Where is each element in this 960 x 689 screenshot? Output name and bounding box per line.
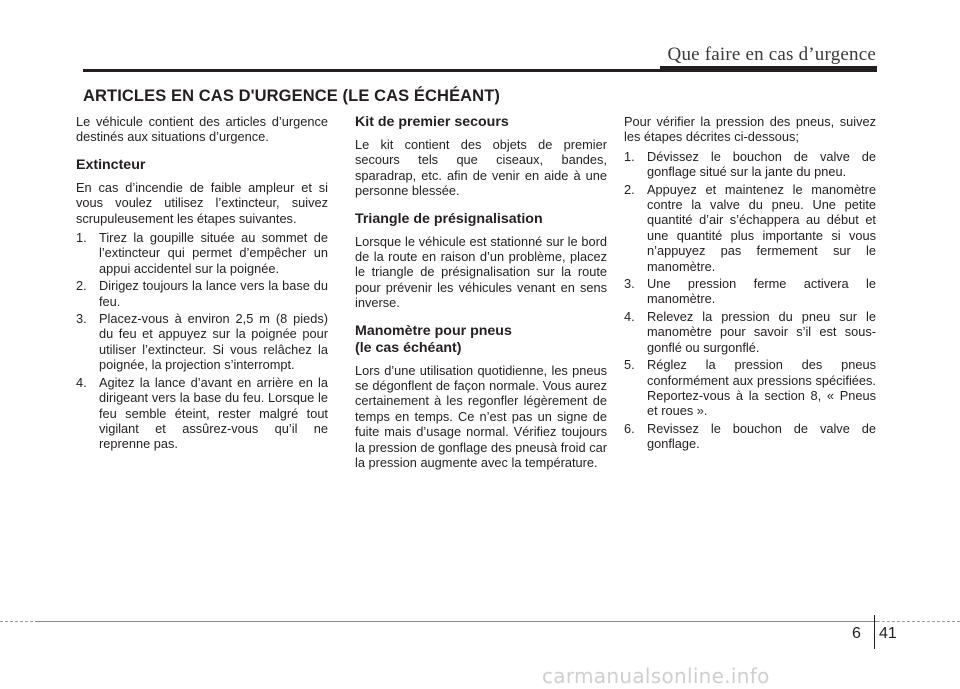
pressure-intro: Pour vérifier la pression des pneus, suivez les étapes décrites ci-dessous; xyxy=(624,114,876,145)
list-number: 2. xyxy=(624,181,635,197)
manometre-paragraph: Lors d’une utilisation quotidienne, les pneus se dégonflent de façon normale. Vous aurez certainement à les regonfler légèrement de temps en temps. Ce n’est pas un signe de fuite mais d’usage normal. Vérifiez toujours la pression de gonflage des pneusà froid car la pression augmente avec la température. xyxy=(355,362,607,471)
kit-heading: Kit de premier secours xyxy=(355,114,509,130)
page-number-divider xyxy=(874,615,875,649)
manometre-heading-line1: Manomètre pour pneus xyxy=(355,322,512,339)
list-number: 3. xyxy=(624,276,635,292)
list-text: Revissez le bouchon de valve de gonflage. xyxy=(647,420,876,452)
footer-rule xyxy=(35,621,877,622)
list-text: Appuyez et maintenez le manomètre contre la valve du pneu. Une petite quantité d’air s’échappera au début et une quantité plus importante si vous n’appuyez pas fermement sur le manomètre. xyxy=(647,181,876,274)
triangle-heading: Triangle de présignalisation xyxy=(355,210,543,227)
list-item xyxy=(76,278,328,309)
manometre-heading-line2: (le cas échéant) xyxy=(355,339,462,356)
list-number: 5. xyxy=(624,357,635,373)
section-heading: ARTICLES EN CAS D'URGENCE (LE CAS ÉCHÉANT) xyxy=(83,87,500,105)
column-3 xyxy=(624,114,876,454)
list-number: 1. xyxy=(76,230,87,246)
list-number: 6. xyxy=(624,420,635,436)
column-2 xyxy=(355,114,607,475)
running-header-title: Que faire en cas d’urgence xyxy=(667,44,876,65)
list-text: Dirigez toujours la lance vers la base du feu. xyxy=(99,278,328,309)
page-number: 41 xyxy=(879,625,897,642)
kit-paragraph: Le kit contient des objets de premier secours tels que ciseaux, bandes, sparadrap, etc. afin de venir en aide à une personne blessée. xyxy=(355,137,607,199)
list-item xyxy=(624,421,876,452)
list-number: 4. xyxy=(624,308,635,324)
list-item xyxy=(624,149,876,180)
manometre-heading xyxy=(355,323,607,357)
list-item xyxy=(624,357,876,419)
list-text: Une pression ferme activera le manomètre. xyxy=(647,276,876,307)
extincteur-paragraph: En cas d’incendie de faible ampleur et si vous voulez utilisez l’extincteur, suivez scrupuleusement les étapes suivantes. xyxy=(76,179,328,226)
extincteur-heading: Extincteur xyxy=(76,156,146,173)
list-number: 3. xyxy=(76,311,87,327)
watermark: carmanualsonline.info xyxy=(542,664,770,688)
list-item xyxy=(76,375,328,452)
list-text: Relevez la pression du pneu sur le manomètre pour savoir s’il est sous-gonflé ou surgonflé. xyxy=(647,308,876,355)
chapter-number: 6 xyxy=(852,625,861,642)
list-text: Placez-vous à environ 2,5 m (8 pieds) du feu et appuyez sur la poignée pour utiliser l’extincteur. Si vous relâchez la poignée, la projection s’interrompt. xyxy=(99,311,328,373)
list-text: Réglez la pression des pneus conformément aux pressions spécifiées. Reportez-vous à la section 8, « Pneus et roues ». xyxy=(647,357,876,419)
list-number: 4. xyxy=(76,374,87,390)
extincteur-steps xyxy=(76,230,328,452)
list-item xyxy=(624,276,876,307)
list-item xyxy=(76,311,328,373)
list-item xyxy=(624,182,876,274)
intro-paragraph: Le véhicule contient des articles d’urgence destinés aux situations d’urgence. xyxy=(76,114,328,145)
list-item xyxy=(624,309,876,355)
column-1 xyxy=(76,114,328,454)
header-rule-accent xyxy=(660,66,877,72)
triangle-paragraph: Lorsque le véhicule est stationné sur le bord de la route en raison d’un problème, placez le triangle de présignalisation sur la route pour prévenir les véhicules venant en sens inverse. xyxy=(355,233,607,311)
list-number: 1. xyxy=(624,148,635,164)
list-text: Dévissez le bouchon de valve de gonflage situé sur la jante du pneu. xyxy=(647,148,876,180)
list-text: Tirez la goupille située au sommet de l’extincteur qui permet d’empêcher un appui accidentel sur la poignée. xyxy=(99,230,328,276)
list-number: 2. xyxy=(76,278,87,294)
list-text: Agitez la lance d’avant en arrière en la dirigeant vers la base du feu. Lorsque le feu semble éteint, rester malgré tout vigilant et assûrez-vous qu’il ne reprenne pas. xyxy=(99,374,328,452)
list-item xyxy=(76,230,328,276)
pressure-steps xyxy=(624,149,876,452)
